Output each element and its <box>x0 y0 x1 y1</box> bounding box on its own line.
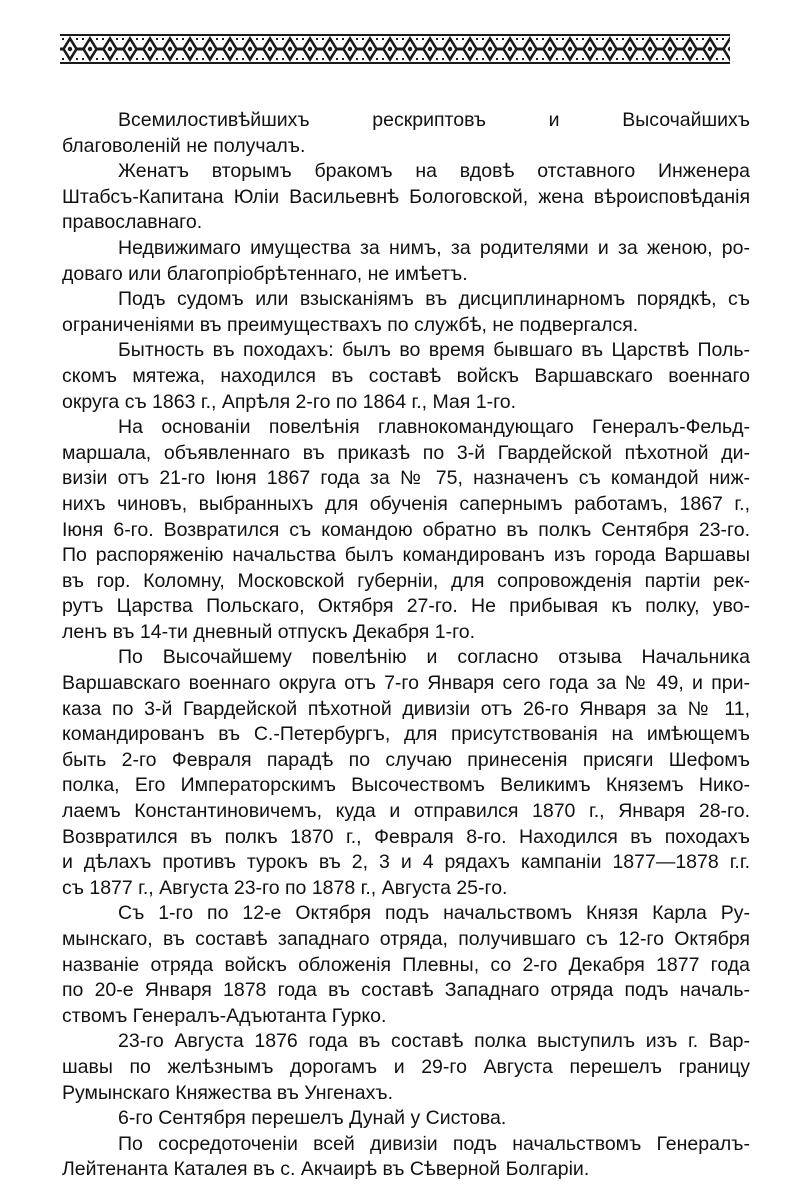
paragraph <box>62 338 750 415</box>
text-line: Штабсъ-Капитана Юліи Васильевнѣ Бологовской, жена вѣроисповѣданія <box>62 185 750 208</box>
text-line: православнаго. <box>62 211 203 234</box>
text-line: названіе отряда войскъ обложенія Плевны, со 2-го Декабря 1877 года <box>62 953 750 976</box>
paragraph <box>62 1106 750 1132</box>
text-line: и дѣлахъ противъ турокъ въ 2, 3 и 4 рядахъ кампаніи 1877—1878 г.г. <box>62 851 750 874</box>
text-line: ограниченіями въ преимуществахъ по службѣ, не подвергался. <box>62 313 639 336</box>
text-line: мынскаго, въ составѣ западнаго отряда, получившаго съ 12-го Октября <box>62 928 750 950</box>
paragraph <box>62 108 750 159</box>
paragraph <box>62 645 750 901</box>
text-line: Возвратился въ полкъ 1870 г., Февраля 8-го. Находился въ походахъ <box>62 825 750 848</box>
text-line: быть 2-го Февраля парадѣ по случаю принесенія присяги Шефомъ <box>62 748 750 771</box>
text-line: Варшавскаго военнаго округа отъ 7-го Января сего года за № 49, и при- <box>62 672 750 695</box>
text-line: Съ 1-го по 12-е Октября подъ начальствомъ Князя Карла Ру- <box>118 902 750 925</box>
paragraph <box>62 1029 750 1106</box>
text-line: благоволеній не получалъ. <box>62 134 306 157</box>
text-line: доваго или благопріобрѣтеннаго, не имѣетъ. <box>62 262 468 285</box>
text-line: 6-го Сентября перешелъ Дунай у Систова. <box>118 1107 507 1130</box>
text-line: 23-го Августа 1876 года въ составѣ полка выступилъ изъ г. Вар- <box>118 1030 750 1053</box>
text-line: Бытность въ походахъ: былъ во время бывшаго въ Царствѣ Поль- <box>118 339 750 362</box>
text-line: полка, Его Императорскимъ Высочествомъ Великимъ Княземъ Нико- <box>62 774 750 797</box>
text-line: по 20-е Января 1878 года въ составѣ Западнаго отряда подъ началь- <box>62 979 750 1002</box>
paragraph <box>62 287 750 338</box>
text-line: рутъ Царства Польскаго, Октября 27-го. Не прибывая къ полку, уво- <box>62 595 750 618</box>
text-line: лаемъ Константиновичемъ, куда и отправился 1870 г., Января 28-го. <box>62 800 750 823</box>
text-line: Женатъ вторымъ бракомъ на вдовѣ отставного Инженера <box>118 160 750 183</box>
text-line: визіи отъ 21-го Іюня 1867 года за № 75, назначенъ съ командой ниж- <box>62 467 750 490</box>
paragraph <box>62 159 750 236</box>
text-line: скомъ мятежа, находился въ составѣ войскъ Варшавскаго военнаго <box>62 364 750 387</box>
paragraph <box>62 901 750 1029</box>
text-line: командированъ въ С.-Петербургъ, для присутствованія на имѣющемъ <box>62 723 750 746</box>
text-line: Іюня 6-го. Возвратился съ командою обратно въ полкъ Сентября 23-го. <box>62 518 750 541</box>
text-line: ствомъ Генералъ-Адъютанта Гурко. <box>62 1004 387 1027</box>
text-line: ленъ въ 14-ти дневный отпускъ Декабря 1-го. <box>62 620 476 643</box>
decorative-header-border <box>60 34 730 64</box>
text-line: Румынскаго Княжества въ Унгенахъ. <box>62 1081 393 1104</box>
text-line: Недвижимаго имущества за нимъ, за родителями и за женою, ро- <box>118 236 750 259</box>
text-line: съ 1877 г., Августа 23-го по 1878 г., Августа 25-го. <box>62 876 508 899</box>
text-line: По Высочайшему повелѣнію и согласно отзыва Начальника <box>118 646 750 669</box>
text-line: нихъ чиновъ, выбранныхъ для обученія сапернымъ работамъ, 1867 г., <box>62 492 750 515</box>
text-line: въ гор. Коломну, Московской губерніи, для сопровожденія партіи рек- <box>62 569 750 592</box>
text-line: Лейтенанта Каталея въ с. Акчаирѣ въ Сѣверной Болгаріи. <box>62 1158 590 1181</box>
paragraph <box>62 415 750 645</box>
text-line: округа съ 1863 г., Апрѣля 2-го по 1864 г., Мая 1-го. <box>62 390 517 413</box>
text-line: каза по 3-й Гвардейской пѣхотной дивизіи отъ 26-го Января за № 11, <box>62 697 750 720</box>
document-body <box>62 108 750 1183</box>
text-line: На основаніи повелѣнія главнокомандующаго Генералъ-Фельд- <box>118 416 750 439</box>
paragraph <box>62 236 750 287</box>
text-line: Подъ судомъ или взысканіямъ въ дисциплинарномъ порядкѣ, съ <box>118 288 750 311</box>
text-line: шавы по желѣзнымъ дорогамъ и 29-го Августа перешелъ границу <box>62 1055 750 1078</box>
text-line: По распоряженію начальства былъ командированъ изъ города Варшавы <box>62 544 750 567</box>
text-line: маршала, объявленнаго въ приказѣ по 3-й Гвардейской пѣхотной ди- <box>62 441 750 464</box>
text-line: По сосредоточеніи всей дивизіи подъ начальствомъ Генералъ- <box>118 1132 750 1155</box>
paragraph <box>62 1132 750 1183</box>
text-line: Всемилостивѣйшихъ рескриптовъ и Высочайшихъ <box>118 109 750 131</box>
